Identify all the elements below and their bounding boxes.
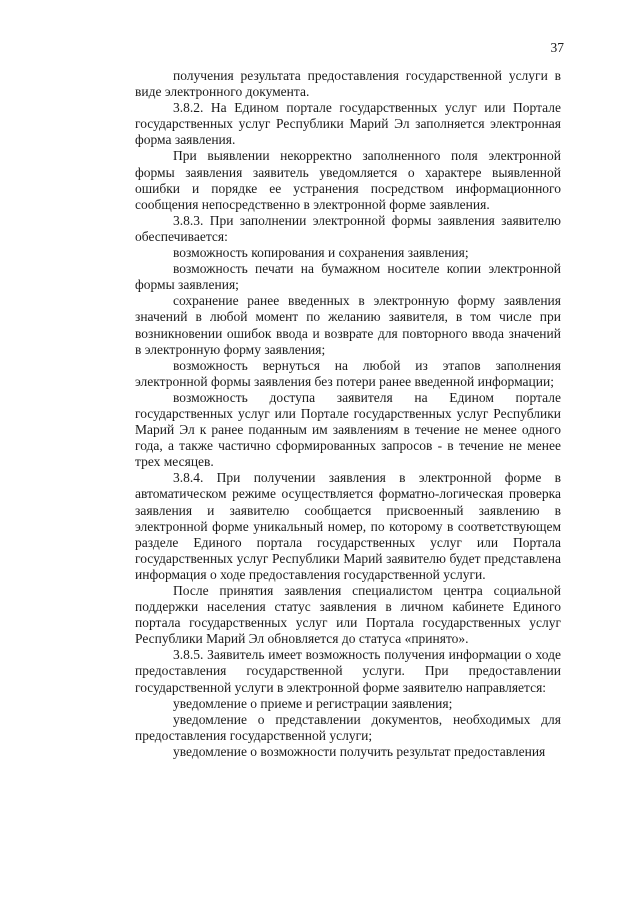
- paragraph-3-8-2: 3.8.2. На Едином портале государственных услуг или Портале государственных услуг Республики Марий Эл заполняется электронная форма заявления.: [135, 100, 561, 148]
- paragraph-error-notice: При выявлении некорректно заполненного поля электронной формы заявления заявитель уведомляется о характере выявленной ошибки и порядке ее устранения посредством информационного сообщения непосредственно в электронной форме заявления.: [135, 148, 561, 212]
- paragraph-result-electronic: получения результата предоставления государственной услуги в виде электронного документа.: [135, 68, 561, 100]
- list-item-copy-save: возможность копирования и сохранения заявления;: [173, 245, 469, 261]
- paragraph-status-accepted: После принятия заявления специалистом центра социальной поддержки населения статус заявления в личном кабинете Единого портала государственных услуг или Портала государственных услуг Республики Марий Эл обновляется до статуса «принято».: [135, 583, 561, 647]
- page-number: 37: [550, 40, 564, 55]
- document-body: [135, 68, 561, 760]
- list-item-access-previous: возможность доступа заявителя на Едином портале государственных услуг или Портале государственных услуг Республики Марий Эл к ранее поданным им заявлениям в течение не менее одного года, а также частично сформированных запросов - в течение не менее трех месяцев.: [135, 389, 561, 470]
- paragraph-3-8-5: 3.8.5. Заявитель имеет возможность получения информации о ходе предоставления государственной услуги. При предоставлении государственной услуги в электронной форме заявителю направляется:: [135, 647, 561, 695]
- list-item-documents-notice: уведомление о представлении документов, необходимых для предоставления государственной услуги;: [135, 711, 561, 743]
- paragraph-3-8-3: 3.8.3. При заполнении электронной формы заявления заявителю обеспечивается:: [135, 212, 561, 244]
- list-item-save-values: сохранение ранее введенных в электронную форму заявления значений в любой момент по желанию заявителя, в том числе при возникновении ошибок ввода и возврате для повторного ввода значений в электронную форму заявления;: [135, 293, 561, 357]
- list-item-result-notice: уведомление о возможности получить результат предоставления: [173, 743, 546, 759]
- paragraph-3-8-4: 3.8.4. При получении заявления в электронной форме в автоматическом режиме осуществляется форматно-логическая проверка заявления и заявителю сообщается присвоенный заявлению в электронной форме уникальный номер, по которому в соответствующем разделе Единого портала государственных услуг или Портала государственных услуг Республики Марий заявителю будет представлена информация о ходе предоставления государственной услуги.: [135, 470, 561, 582]
- list-item-print: возможность печати на бумажном носителе копии электронной формы заявления;: [135, 261, 561, 293]
- list-item-return-step: возможность вернуться на любой из этапов заполнения электронной формы заявления без потери ранее введенной информации;: [135, 357, 561, 389]
- list-item-receipt-notice: уведомление о приеме и регистрации заявления;: [173, 695, 453, 711]
